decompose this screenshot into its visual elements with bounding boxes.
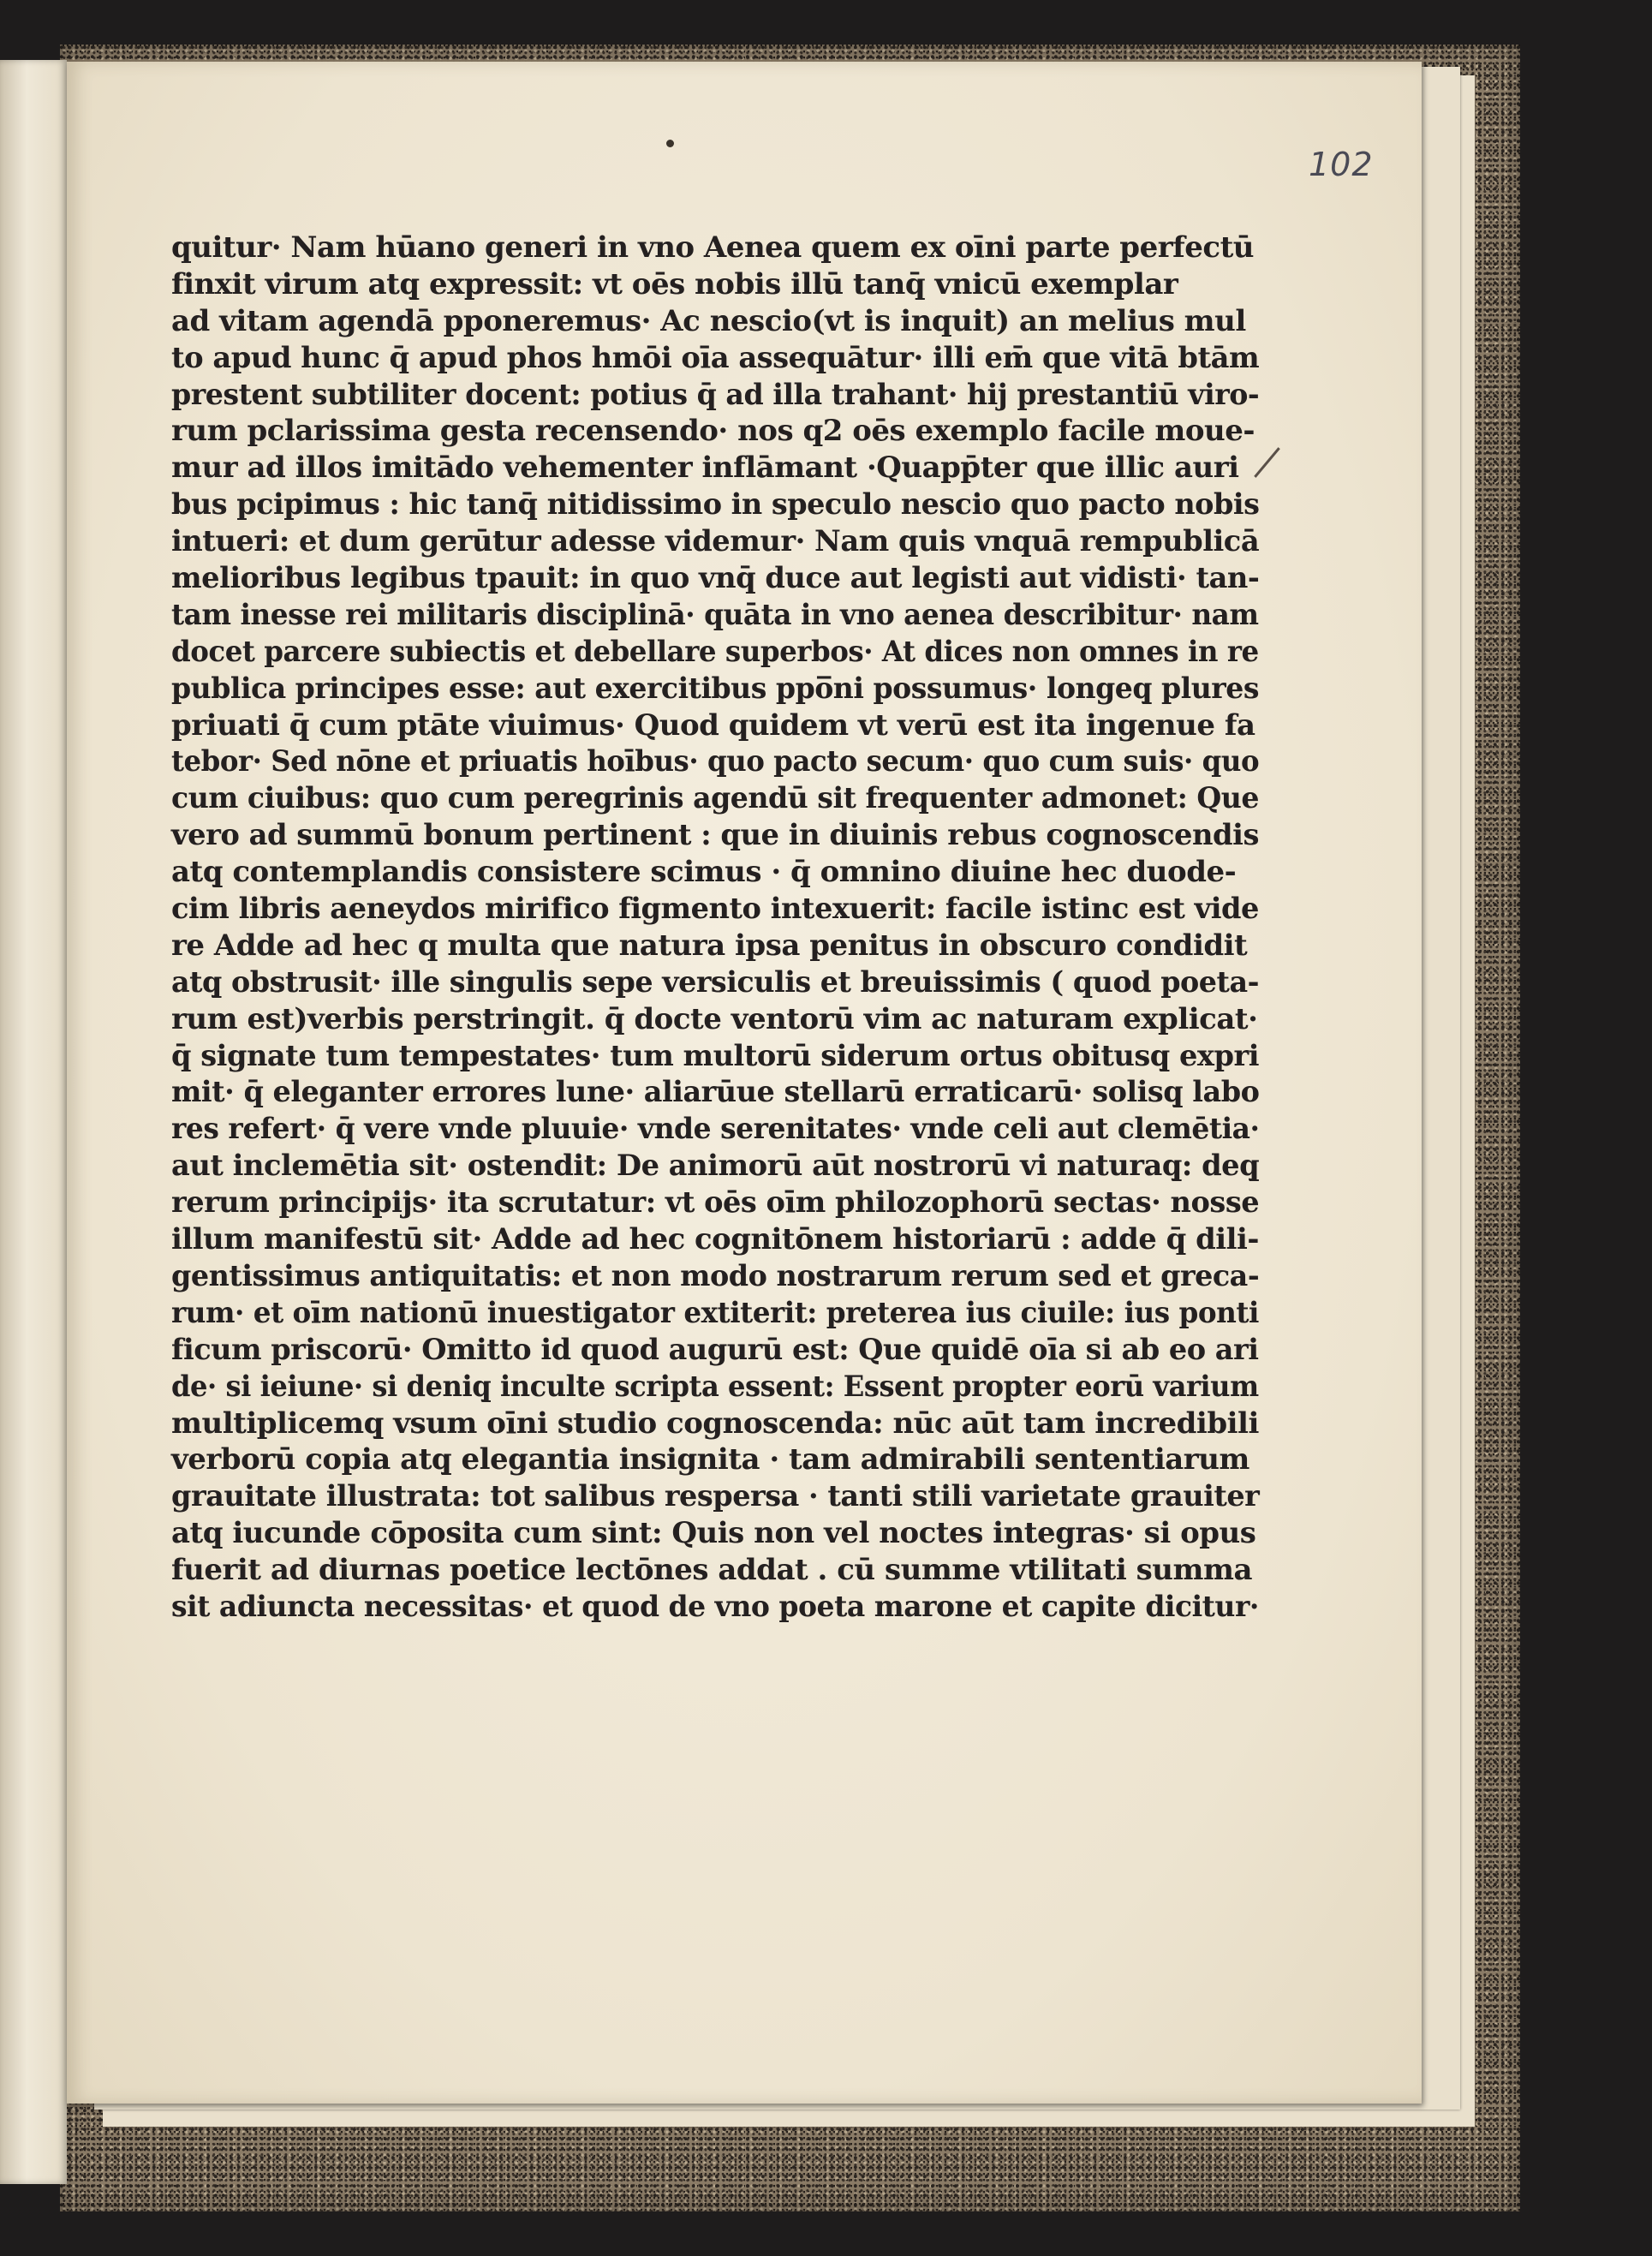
text-line: bus pcipimus : hic tanq̄ nitidissimo in speculo nescio quo pacto nobis [171, 487, 1260, 522]
text-line: ad vitam agendā pponeremus· Ac nescio(vt is inquit) an melius mul [171, 303, 1246, 338]
text-line: finxit virum atq̧ expressit: vt oēs nobis illū tanq̄ vnicū exemplar [171, 266, 1178, 301]
text-line: rum pclarissima gesta recensendo· nos q2 oēs exemplo facile moue- [171, 414, 1255, 449]
text-line: illum manifestū sit· Adde ad hec cognitōnem historiarū : adde q̄ dili- [171, 1222, 1259, 1257]
text-block [171, 230, 1259, 1626]
text-line: intueri: et dum gerūtur adesse videmur· Nam quis vnquā rempublicā [171, 524, 1260, 559]
text-line: publica principes esse: aut exercitibus ppo̅ni possumus· longeq̧ plures [171, 671, 1259, 706]
text-line: vero ad summū bonum pertinent : que in diuinis rebus cognoscendis [171, 818, 1259, 853]
text-line: mur ad illos imitādo vehementer inflāmant ·Quapp̄ter que illic auri [171, 451, 1239, 486]
text-line: atq̧ iucunde cōposita cum sint: Quis non vel noctes integras· si opus [171, 1516, 1256, 1551]
text-line: tebor· Sed nōne et priuatis hoībus· quo pacto secum· quo cum suis· quo [171, 744, 1260, 779]
text-line: de· si ieiune· si deniq̧ inculte scripta essent: Essent propter eorū varium [171, 1369, 1259, 1404]
text-line: q̄ signate tum tempestates· tum multorū siderum ortus obitusq̧ expri [171, 1038, 1260, 1073]
text-line: res refert· q̄ vere vnde pluuie· vnde serenitates· vnde celi aut clemētia· [171, 1112, 1260, 1147]
text-line: grauitate illustrata: tot salibus respersa · tanti stili varietate grauiter [171, 1479, 1260, 1514]
text-line: re Adde ad hec q multa que natura ipsa penitus in obscuro condidit [171, 928, 1248, 963]
text-line: rerum principijs· ita scrutatur: vt oēs oīm philozophorū sectas· nosse [171, 1185, 1260, 1221]
text-line: cim libris aeneydos mirifico figmento intexuerit: facile istinc est vide [171, 892, 1259, 927]
text-line: aut inclemētia sit· ostendit: De animorū aūt nostrorū vi naturaq̧: deq̧ [171, 1149, 1260, 1184]
text-line: cum ciuibus: quo cum peregrinis agendū sit frequenter admonet: Que [171, 781, 1259, 816]
text-line: gentissimus antiquitatis: et non modo nostrarum rerum sed et greca- [171, 1258, 1260, 1293]
text-line: sit adiuncta necessitas· et quod de vno poeta marone et capite dicitur· [171, 1589, 1259, 1624]
folio-number: 102 [1309, 146, 1374, 183]
text-line: priuati q̄ cum ptāte viuimus· Quod quidem vt verū est ita ingenue fa [171, 707, 1255, 743]
text-line: verborū copia atq̧ elegantia insignita · tam admirabili sententiarum [171, 1442, 1249, 1477]
text-line: docet parcere subiectis et debellare superbos· At dices non omnes in re [171, 634, 1259, 669]
text-line: rum· et oīm nationū inuestigator extiterit: preterea ius ciuile: ius ponti [171, 1295, 1259, 1330]
text-line: mit· q̄ eleganter errores lune· aliarūue stellarū erraticarū· solisq̧ labo [171, 1075, 1260, 1110]
text-line: rum est)verbis perstringit. q̄ docte ventorū vim ac naturam explicat· [171, 1001, 1258, 1036]
text-line: quitur· Nam hūano generi in vno Aenea quem ex oīni parte perfectū [171, 230, 1254, 265]
text-line: multiplicemq̧ vsum oīni studio cognoscenda: nūc aūt tam incredibili [171, 1406, 1259, 1441]
text-line: prestent subtiliter docent: potius q̄ ad illa trahant· hij prestantiū viro- [171, 377, 1260, 412]
text-line: melioribus legibus tpauit: in quo vnq̄ duce aut legisti aut vidisti· tan- [171, 561, 1260, 596]
text-line: atq̧ obstrusit· ille singulis sepe versiculis et breuissimis ( quod poeta- [171, 964, 1259, 1000]
text-line: tam inesse rei militaris disciplinā· quāta in vno aenea describitur· nam [171, 597, 1259, 632]
text-line: fuerit ad diurnas poetice lectōnes addat . cū summe vtilitati summa [171, 1553, 1252, 1588]
facing-page-edge [0, 60, 67, 2184]
text-line: to apud hunc q̄ apud phos hmōi oīa assequātur· illi em̄ que vitā btām [171, 340, 1260, 375]
text-line: ficum priscorū· Omitto id quod augurū est: Que quidē oīa si ab eo ari [171, 1332, 1259, 1367]
text-line: atq̧ contemplandis consistere scimus · q̄ omnino diuine hec duode- [171, 855, 1237, 890]
ink-dot [666, 140, 674, 147]
